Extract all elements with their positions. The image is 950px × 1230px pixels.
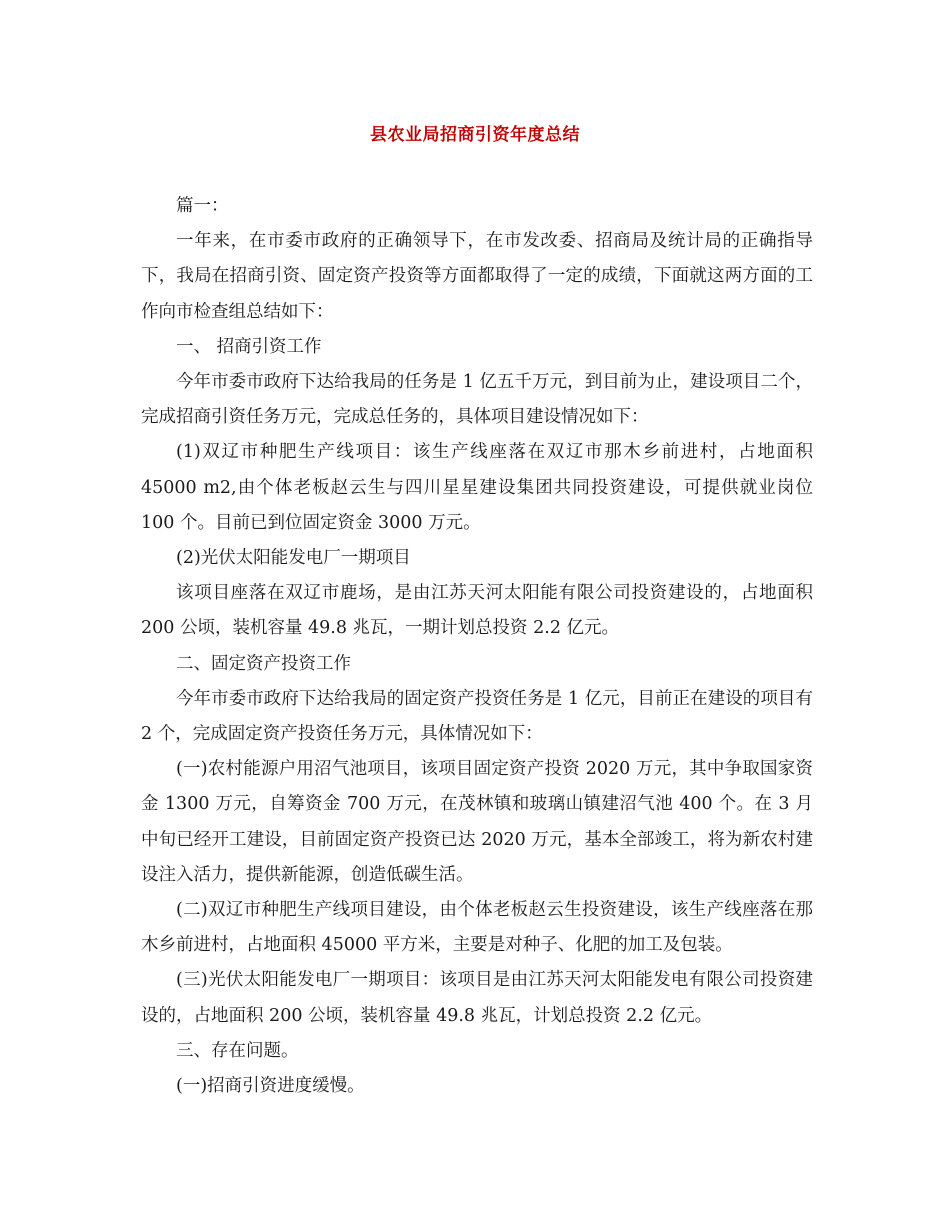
section-heading-problems: 三、存在问题。 bbox=[176, 1040, 299, 1061]
document-title: 县农业局招商引资年度总结 bbox=[370, 125, 580, 145]
paragraph-investment-task: 今年市委市政府下达给我局的任务是 1 亿五千万元，到目前为止，建设项目二个，完成招商引资任务万元，完成总任务的，具体项目建设情况如下： bbox=[141, 372, 813, 428]
paragraph-project-2-detail: 该项目座落在双辽市鹿场，是由江苏天河太阳能有限公司投资建设的，占地面积 200 公顷，装机容量 49.8 兆瓦，一期计划总投资 2.2 亿元。 bbox=[141, 583, 813, 639]
section-heading-fixed-assets: 二、固定资产投资工作 bbox=[176, 653, 351, 674]
section-heading-investment-attraction: 一、 招商引资工作 bbox=[176, 336, 322, 357]
paragraph-fertilizer-line-project: (二)双辽市种肥生产线项目建设，由个体老板赵云生投资建设，该生产线座落在那木乡前进村，占地面积 45000 平方米，主要是对种子、化肥的加工及包装。 bbox=[141, 900, 813, 956]
paragraph-project-1-fertilizer: (1)双辽市种肥生产线项目：该生产线座落在双辽市那木乡前进村，占地面积 45000 m2,由个体老板赵云生与四川星星建设集团共同投资建设，可提供就业岗位 100 个。目前已到位固定资金 3000 万元。 bbox=[141, 442, 813, 533]
paragraph-part-label: 篇一： bbox=[176, 196, 229, 216]
paragraph-project-2-title: (2)光伏太阳能发电厂一期项目 bbox=[176, 548, 411, 569]
document-body bbox=[141, 189, 813, 1104]
paragraph-intro: 一年来，在市委市政府的正确领导下，在市发改委、招商局及统计局的正确指导下，我局在招商引资、固定资产投资等方面都取得了一定的成绩，下面就这两方面的工作向市检查组总结如下： bbox=[141, 231, 813, 322]
paragraph-problem-1: (一)招商引资进度缓慢。 bbox=[176, 1076, 365, 1097]
paragraph-fixed-assets-task: 今年市委市政府下达给我局的固定资产投资任务是 1 亿元，目前正在建设的项目有 2 个，完成固定资产投资任务万元，具体情况如下： bbox=[141, 688, 813, 745]
paragraph-biogas-project: (一)农村能源户用沼气池项目，该项目固定资产投资 2020 万元，其中争取国家资金 1300 万元，自筹资金 700 万元，在茂林镇和玻璃山镇建沼气池 400 个。在 3 月中旬已经开工建设，目前固定资产投资已达 2020 万元，基本全部竣工，将为新农村建设注入活力，提供新能源，创造低碳生活。 bbox=[141, 759, 813, 885]
paragraph-solar-project: (三)光伏太阳能发电厂一期项目：该项目是由江苏天河太阳能发电有限公司投资建设的，占地面积 200 公顷，装机容量 49.8 兆瓦，计划总投资 2.2 亿元。 bbox=[141, 970, 813, 1026]
